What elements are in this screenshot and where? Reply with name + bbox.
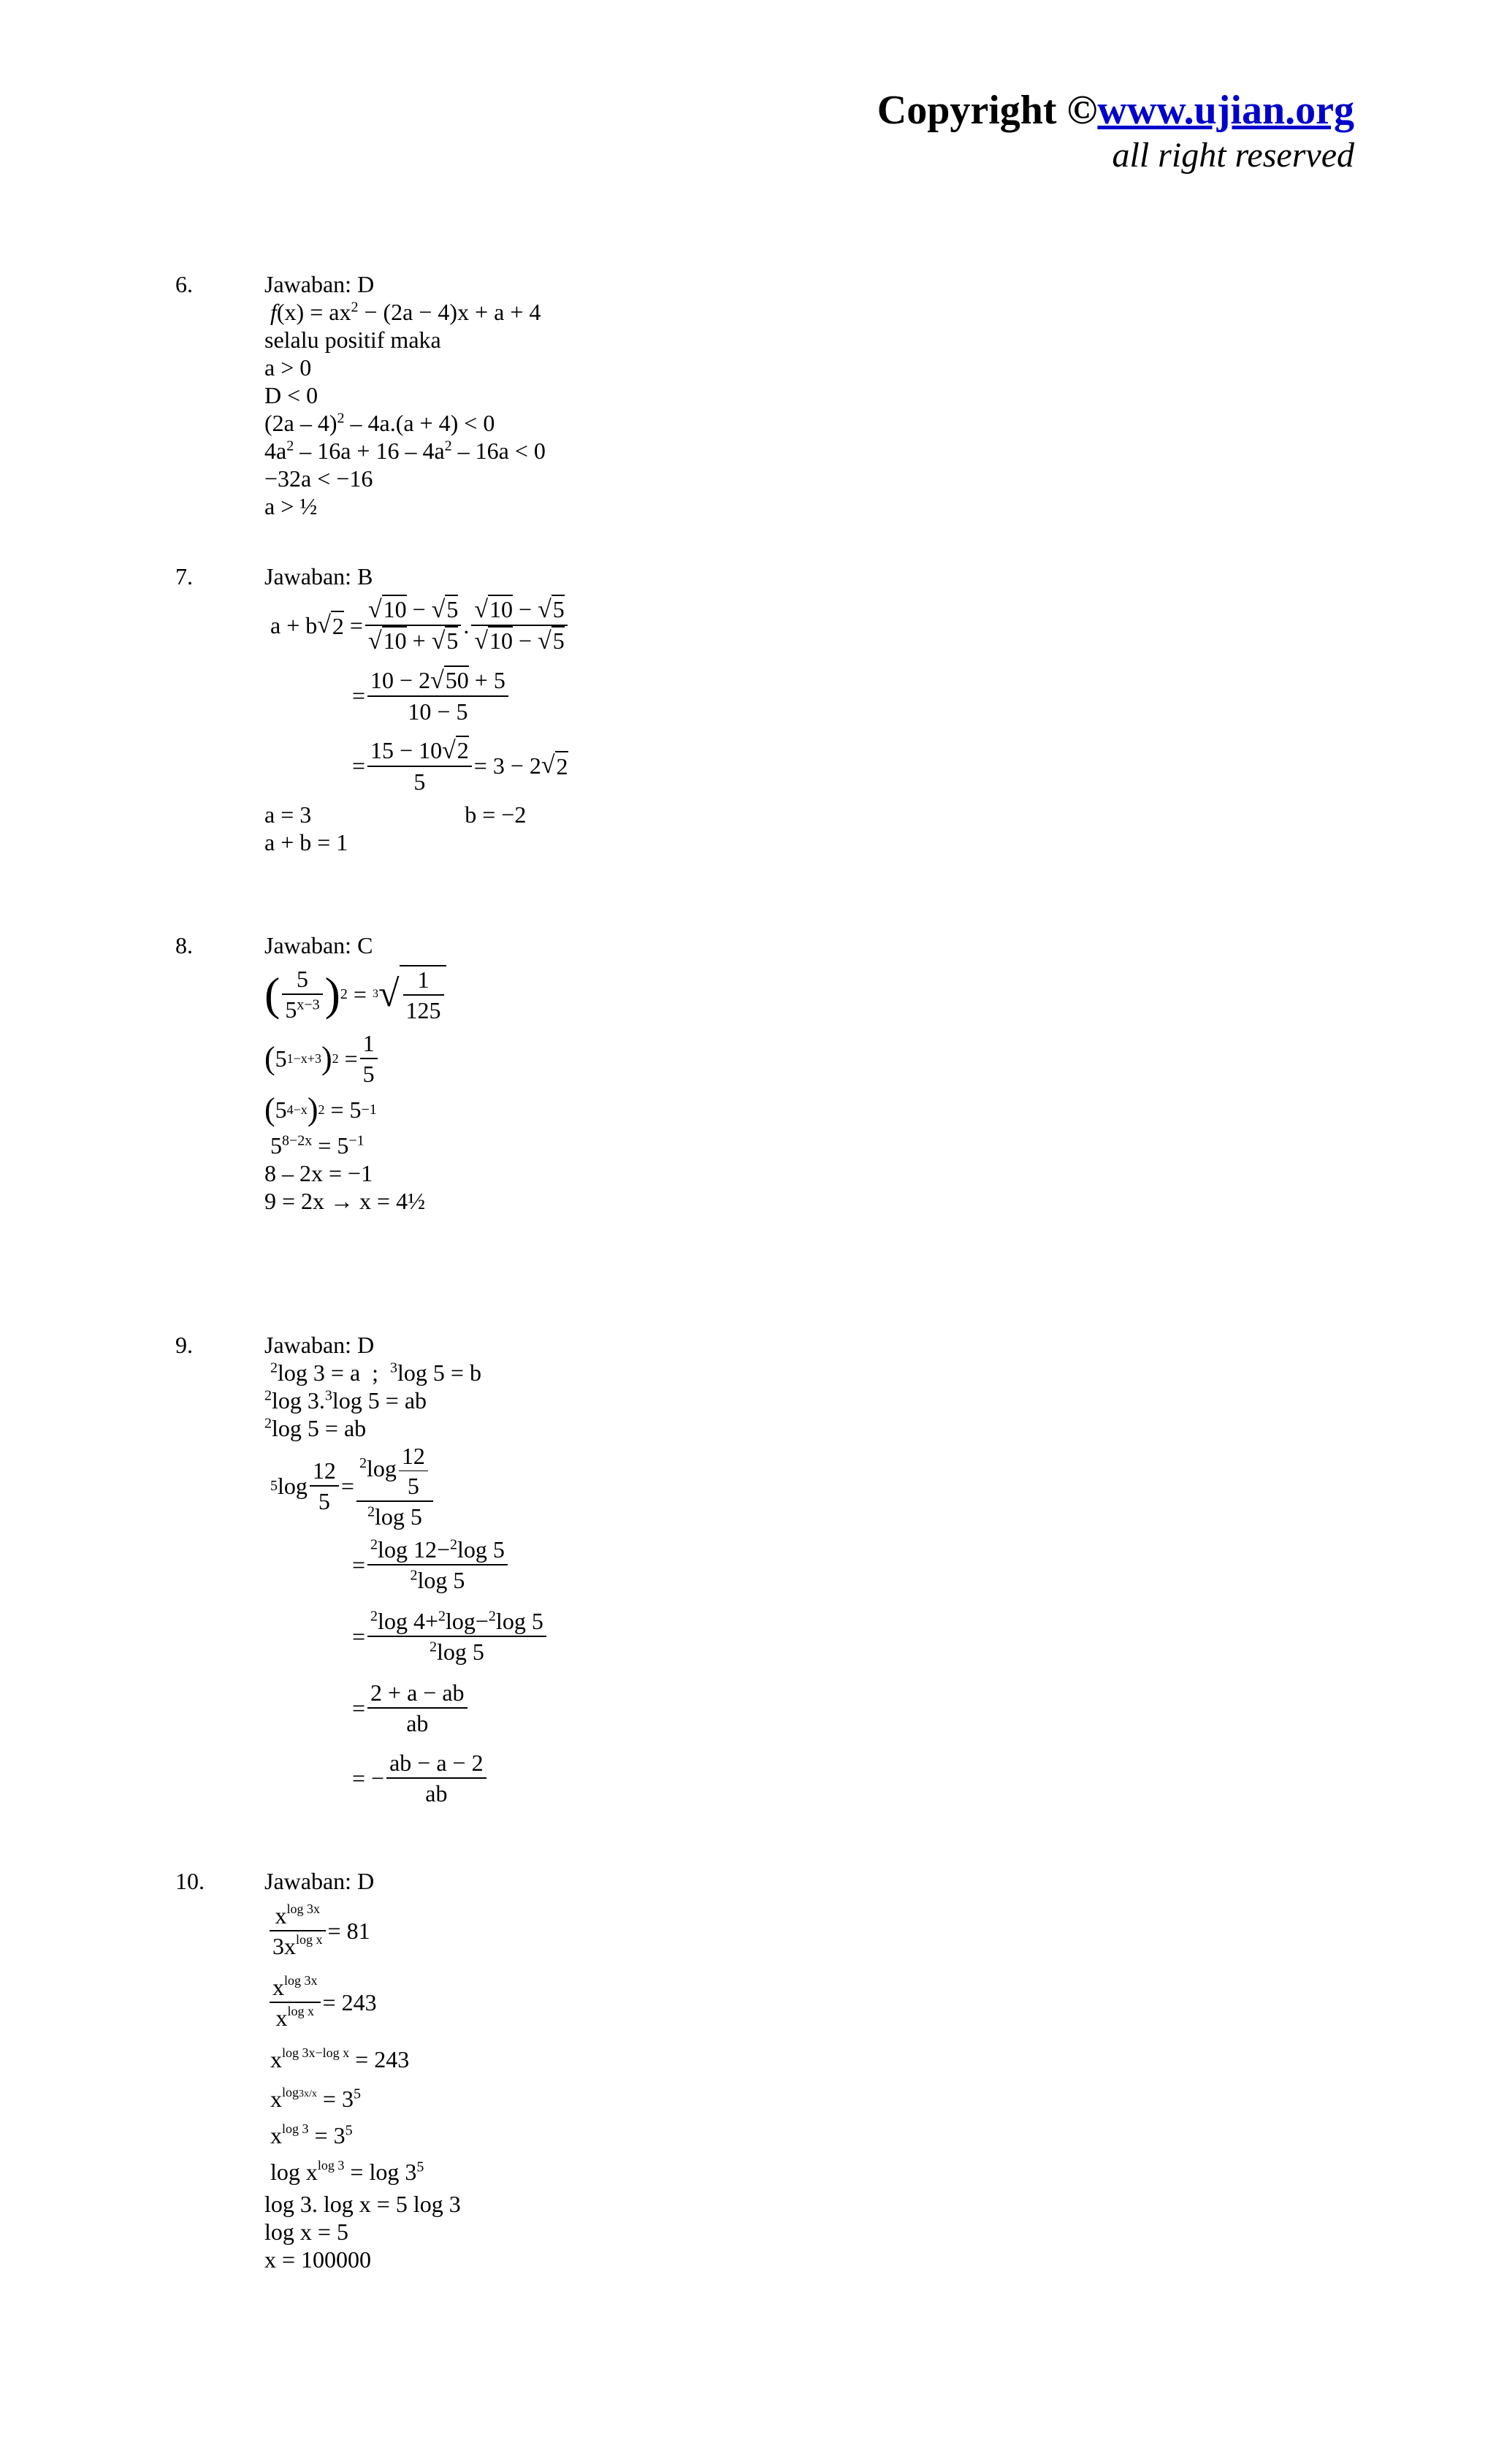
problem-number: 7. (175, 563, 193, 590)
formula-line: = $\frac{15 - 10√2}{5}$ = 3 − 2 √ 2 (352, 736, 568, 795)
ujian-link[interactable]: www.ujian.org (1097, 88, 1354, 133)
text-line: 9 = 2x → x = 4½ (264, 1188, 426, 1214)
text-line: log 3. log x = 5 log 3 (264, 2191, 461, 2217)
problem-body (264, 562, 570, 856)
problem-number: 8. (175, 932, 193, 958)
fraction: $\frac{2 + a - ab}{ab}$ (367, 1679, 468, 1736)
problem-number: 6. (175, 271, 193, 297)
answer-label: Jawaban: D (264, 271, 375, 297)
formula-line: $x^{log3x/x} = 3^5$ (270, 2085, 361, 2112)
fraction: $\frac{12}{5}$ (310, 1457, 339, 1514)
formula-line: $^2$log 3.$^3$log 5 = ab (264, 1387, 427, 1414)
text-line: selalu positif maka (264, 327, 441, 353)
problem-number: 9. (175, 1332, 193, 1358)
fraction: $\frac{x^{log 3x}}{3x^{log x}}$ (270, 1902, 326, 1959)
problem-body (264, 1331, 549, 1813)
a-value: a = 3 (264, 801, 312, 828)
text-line: log 5 = ab (272, 1415, 367, 1441)
fraction: $\frac{1}{5}$ (360, 1030, 378, 1087)
formula-line: = $\frac{^2\log 4+^2\log-^2\log 5}{^2\log 5}$ (264, 1600, 549, 1673)
answer-label: Jawaban: D (264, 1868, 375, 1894)
fraction: $\frac{^2\log 4+^2\log-^2\log 5}{^2\log 5}$ (367, 1608, 546, 1665)
fraction: $\frac{5}{5^{x-3}}$ (282, 966, 322, 1023)
formula-line: ( 5 1−x+3 ) 2 = $\frac{1}{5}$ (264, 1029, 446, 1088)
formula-line: = $\frac{10 - 2√50 + 5}{10 - 5}$ (264, 660, 570, 731)
copyright-line (877, 86, 1354, 134)
fraction: $\frac{15 - 10√2}{5}$ (367, 737, 472, 795)
problem-body (264, 931, 446, 1215)
formula-line: $^2$log 5 = ab (264, 1415, 367, 1441)
formula-line: $x^{log 3} = 3^5$ (270, 2121, 353, 2148)
answer-label: Jawaban: C (264, 932, 373, 958)
formula-line: 5 log $\frac{12}{5}$ = $^2$log $\frac{12}{5}$ $^2$log 5 (264, 1442, 549, 1530)
fraction: $\frac{10 - 2√50 + 5}{10 - 5}$ (367, 667, 508, 725)
answer-label: Jawaban: B (264, 563, 373, 590)
text-line: D < 0 (264, 382, 318, 408)
formula-line: a + b √ 2 = $\frac{√10 - √5}{√10 + √5}$ . $\frac{√10 - √5}{√10 - √5}$ (264, 590, 570, 660)
answer-label: Jawaban: D (264, 1332, 375, 1358)
fraction: $\frac{√10 - √5}{√10 - √5}$ (471, 596, 567, 655)
text-line: a + b = 1 (264, 829, 348, 855)
formula-line: $\log x^{log 3} = \log 3^5$ (270, 2158, 424, 2185)
text-line: −32a < −16 (264, 465, 373, 492)
problem-number: 10. (175, 1868, 205, 1894)
formula-fx: $f(x) = ax^2 - (2a - 4)x + a + 4$ (270, 299, 541, 325)
problem-body (264, 270, 546, 520)
formula-line: = $\frac{2 + a - ab}{ab}$ (264, 1673, 549, 1743)
formula-line: $^2$log 3 = a ; $^3$log 5 = b (270, 1359, 481, 1386)
formula-line: $\frac{x^{log 3x}}{3x^{log x}}$ = 81 (264, 1895, 461, 1967)
formula-line: $5^{8-2x} = 5^{-1}$ (270, 1132, 365, 1159)
text-line: x = 100000 (264, 2246, 372, 2273)
formula-line: = − $\frac{ab - a - 2}{ab}$ (264, 1743, 549, 1813)
text-line: a > ½ (264, 493, 318, 519)
fraction: $\frac{x^{log 3x}}{x^{log x}}$ (270, 1974, 321, 2031)
formula-line: $\frac{x^{log 3x}}{x^{log x}}$ = 243 (264, 1967, 461, 2038)
copyright-header (877, 86, 1354, 177)
fraction: $\frac{ab - a - 2}{ab}$ (386, 1750, 486, 1807)
formula-line: ( $\frac{5}{5^{x-3}}$ ) 2 = 3 √ $\frac{1}{125}$ (264, 959, 446, 1029)
fraction: $\frac{1}{125}$ (403, 966, 444, 1023)
text-line: log x = 5 (264, 2219, 348, 2245)
fraction: $^2$log $\frac{12}{5}$ $^2$log 5 (356, 1443, 433, 1530)
fraction: $\frac{12}{5}$ (399, 1443, 428, 1499)
fraction: $\frac{^2\log 12-^2\log 5}{^2\log 5}$ (367, 1536, 508, 1593)
formula-line: (2a – 4)$^2$ – 4a.(a + 4) < 0 (264, 410, 495, 436)
values-line (264, 801, 570, 828)
text-line: a > 0 (264, 354, 312, 381)
formula-line: $x^{log 3x-log x} = 243$ (270, 2045, 410, 2072)
b-value: b = −2 (465, 801, 527, 828)
formula-line: ( 5 4−x ) 2 = 5 −1 (264, 1091, 377, 1127)
copyright-text: Copyright © (877, 88, 1098, 133)
problem-body (264, 1867, 461, 2273)
formula-line: $4a^2 - 16a + 16 - 4a^2 - 16a < 0$ (264, 438, 546, 464)
formula-line: = $\frac{^2\log 12-^2\log 5}{^2\log 5}$ (264, 1530, 549, 1600)
fraction: $\frac{√10 - √5}{√10 + √5}$ (365, 596, 461, 655)
text-line: 8 – 2x = −1 (264, 1160, 373, 1186)
rights-reserved: all right reserved (1112, 136, 1354, 175)
